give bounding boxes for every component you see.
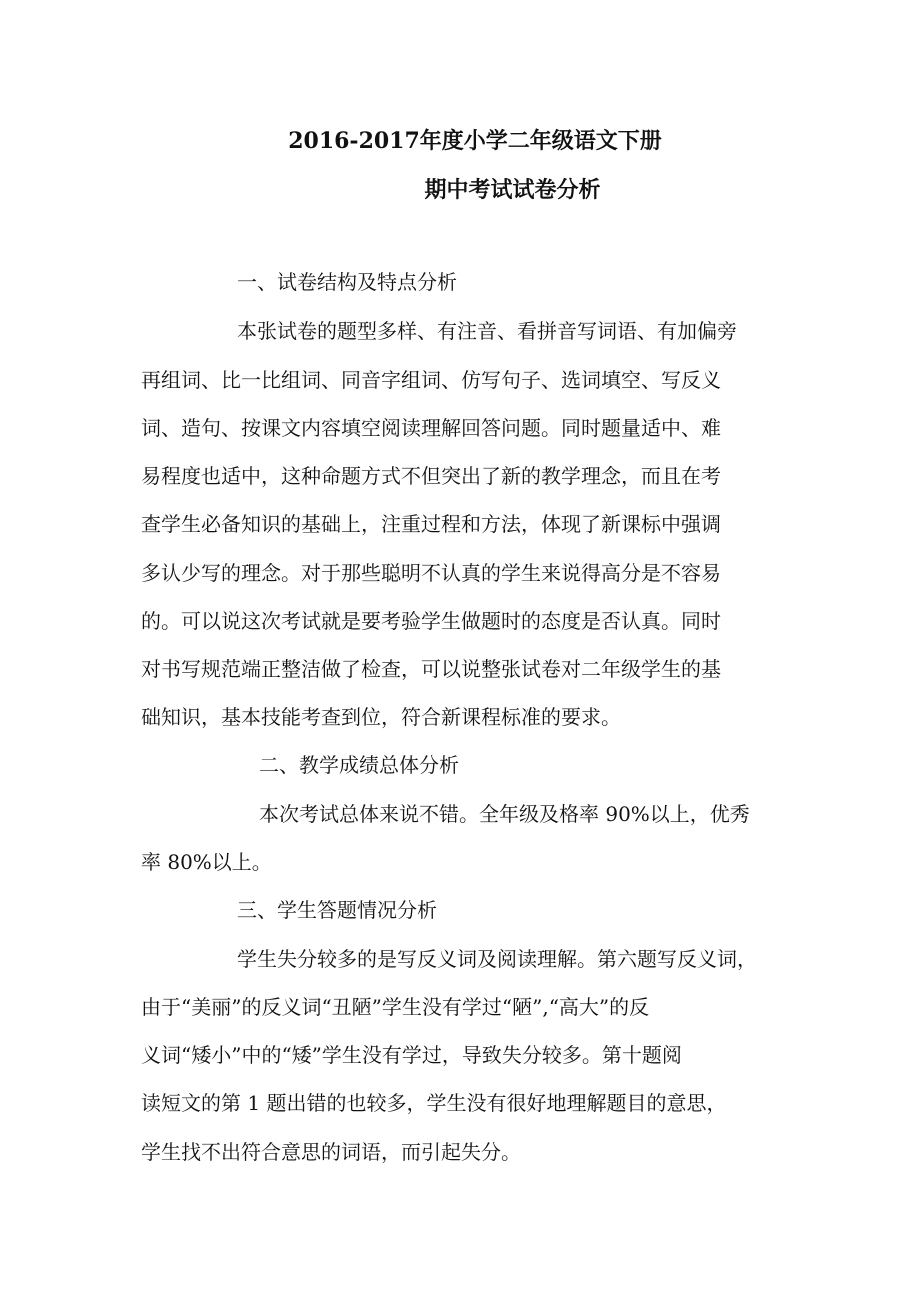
document-title-line2: 期中考试试卷分析: [424, 177, 601, 203]
section2-line: 本次考试总体来说不错。全年级及格率 90%以上，优秀: [259, 802, 750, 826]
section3-line: 义词“矮小”中的“矮”学生没有学过，导致失分较多。第十题阅: [141, 1043, 682, 1067]
section3-line: 由于“美丽”的反义词“丑陋”学生没有学过“陋”,“高大”的反: [141, 995, 650, 1019]
section3-line: 学生失分较多的是写反义词及阅读理解。第六题写反义词，: [237, 947, 757, 971]
section1-heading: 一、试卷结构及特点分析: [237, 270, 457, 294]
section2-heading: 二、教学成绩总体分析: [259, 753, 459, 777]
section1-line: 易程度也适中，这种命题方式不但突出了新的教学理念，而且在考: [141, 464, 721, 488]
section1-line: 词、造句、按课文内容填空阅读理解回答问题。同时题量适中、难: [141, 416, 721, 440]
section1-line: 查学生必备知识的基础上，注重过程和方法，体现了新课标中强调: [141, 512, 721, 536]
document-title-line1: 2016-2017年度小学二年级语文下册: [288, 128, 662, 154]
section1-line: 多认少写的理念。对于那些聪明不认真的学生来说得高分是不容易: [141, 561, 721, 585]
section3-heading: 三、学生答题情况分析: [237, 898, 437, 922]
section1-line: 的。可以说这次考试就是要考验学生做题时的态度是否认真。同时: [141, 609, 721, 633]
section3-line: 读短文的第 1 题出错的也较多，学生没有很好地理解题目的意思，: [141, 1091, 727, 1115]
section1-line: 对书写规范端正整洁做了检查，可以说整张试卷对二年级学生的基: [141, 657, 721, 681]
section1-line: 再组词、比一比组词、同音字组词、仿写句子、选词填空、写反义: [141, 368, 721, 392]
section1-line: 础知识，基本技能考查到位，符合新课程标准的要求。: [141, 705, 621, 729]
section1-line: 本张试卷的题型多样、有注音、看拼音写词语、有加偏旁: [237, 319, 737, 343]
section2-line: 率 80%以上。: [141, 850, 272, 874]
section3-line: 学生找不出符合意思的词语，而引起失分。: [141, 1140, 521, 1164]
